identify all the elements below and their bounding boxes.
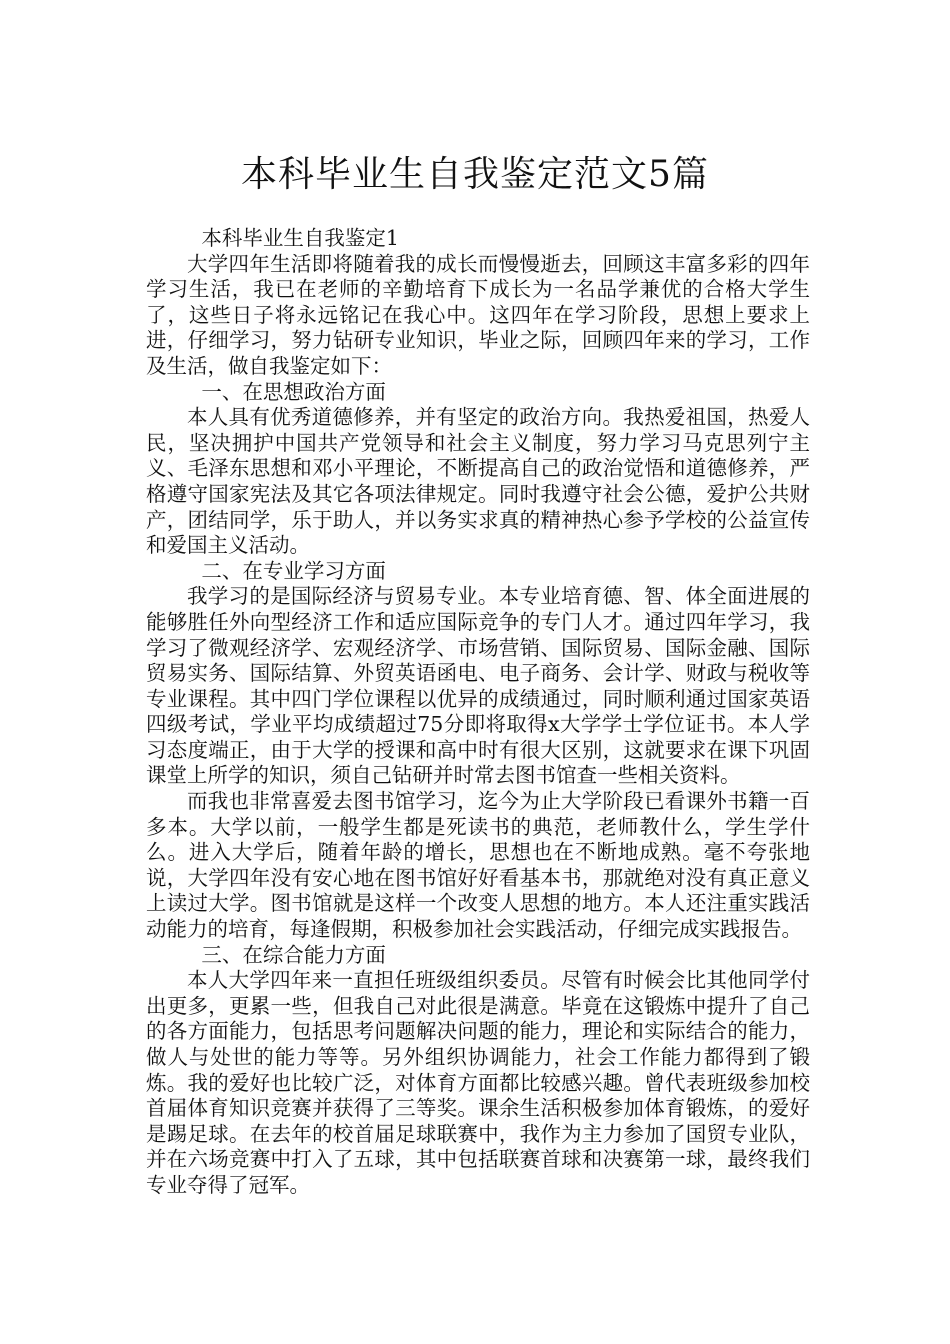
section-heading-study: 二、在专业学习方面 <box>201 558 386 583</box>
section-subtitle: 本科毕业生自我鉴定1 <box>201 226 399 250</box>
paragraph-intro: 大学四年生活即将随着我的成长而慢慢逝去，回顾这丰富多彩的四年学习生活，我已在老师的辛勤培育下成长为一名品学兼优的合格大学生了，这些日子将永远铭记在我心中。这四年在学习阶段，思想上要求上进，仔细学习，努力钻研专业知识，毕业之际，回顾四年来的学习，工作及生活，做自我鉴定如下： <box>146 251 810 378</box>
paragraph-political: 本人具有优秀道德修养，并有坚定的政治方向。我热爱祖国，热爱人民，坚决拥护中国共产党领导和社会主义制度，努力学习马克思列宁主义、毛泽东思想和邓小平理论，不断提高自己的政治觉悟和道德修养，严格遵守国家宪法及其它各项法律规定。同时我遵守社会公德，爱护公共财产，团结同学，乐于助人，并以务实求真的精神热心参予学校的公益宣传和爱国主义活动。 <box>146 405 810 558</box>
document-body <box>146 226 810 1199</box>
paragraph-ability: 本人大学四年来一直担任班级组织委员。尽管有时候会比其他同学付出更多，更累一些，但我自己对此很是满意。毕竟在这锻炼中提升了自己的各方面能力，包括思考问题解决问题的能力，理论和实际结合的能力，做人与处世的能力等等。另外组织协调能力，社会工作能力都得到了锻炼。我的爱好也比较广泛，对体育方面都比较感兴趣。曾代表班级参加校首届体育知识竞赛并获得了三等奖。课余生活积极参加体育锻炼，的爱好是踢足球。在去年的校首届足球联赛中，我作为主力参加了国贸专业队，并在六场竞赛中打入了五球，其中包括联赛首球和决赛第一球，最终我们专业夺得了冠军。 <box>146 968 810 1197</box>
document-title: 本科毕业生自我鉴定范文5篇 <box>241 154 709 196</box>
section-heading-ability: 三、在综合能力方面 <box>201 942 386 967</box>
paragraph-study: 我学习的是国际经济与贸易专业。本专业培育德、智、体全面进展的能够胜任外向型经济工作和适应国际竞争的专门人才。通过四年学习，我学习了微观经济学、宏观经济学、市场营销、国际贸易、国际金融、国际贸易实务、国际结算、外贸英语函电、电子商务、会计学、财政与税收等专业课程。其中四门学位课程以优异的成绩通过，同时顺利通过国家英语四级考试，学业平均成绩超过75分即将取得x大学学士学位证书。本人学习态度端正，由于大学的授课和高中时有很大区别，这就要求在课下巩固课堂上所学的知识，须自己钻研并时常去图书馆查一些相关资料。 <box>146 584 810 788</box>
section-heading-political: 一、在思想政治方面 <box>201 379 386 404</box>
paragraph-library: 而我也非常喜爱去图书馆学习，迄今为止大学阶段已看课外书籍一百多本。大学以前，一般学生都是死读书的典范，老师教什么，学生学什么。进入大学后，随着年龄的增长，思想也在不断地成熟。毫不夸张地说，大学四年没有安心地在图书馆好好看基本书，那就绝对没有真正意义上读过大学。图书馆就是这样一个改变人思想的地方。本人还注重实践活动能力的培育，每逢假期，积极参加社会实践活动，仔细完成实践报告。 <box>146 789 810 942</box>
